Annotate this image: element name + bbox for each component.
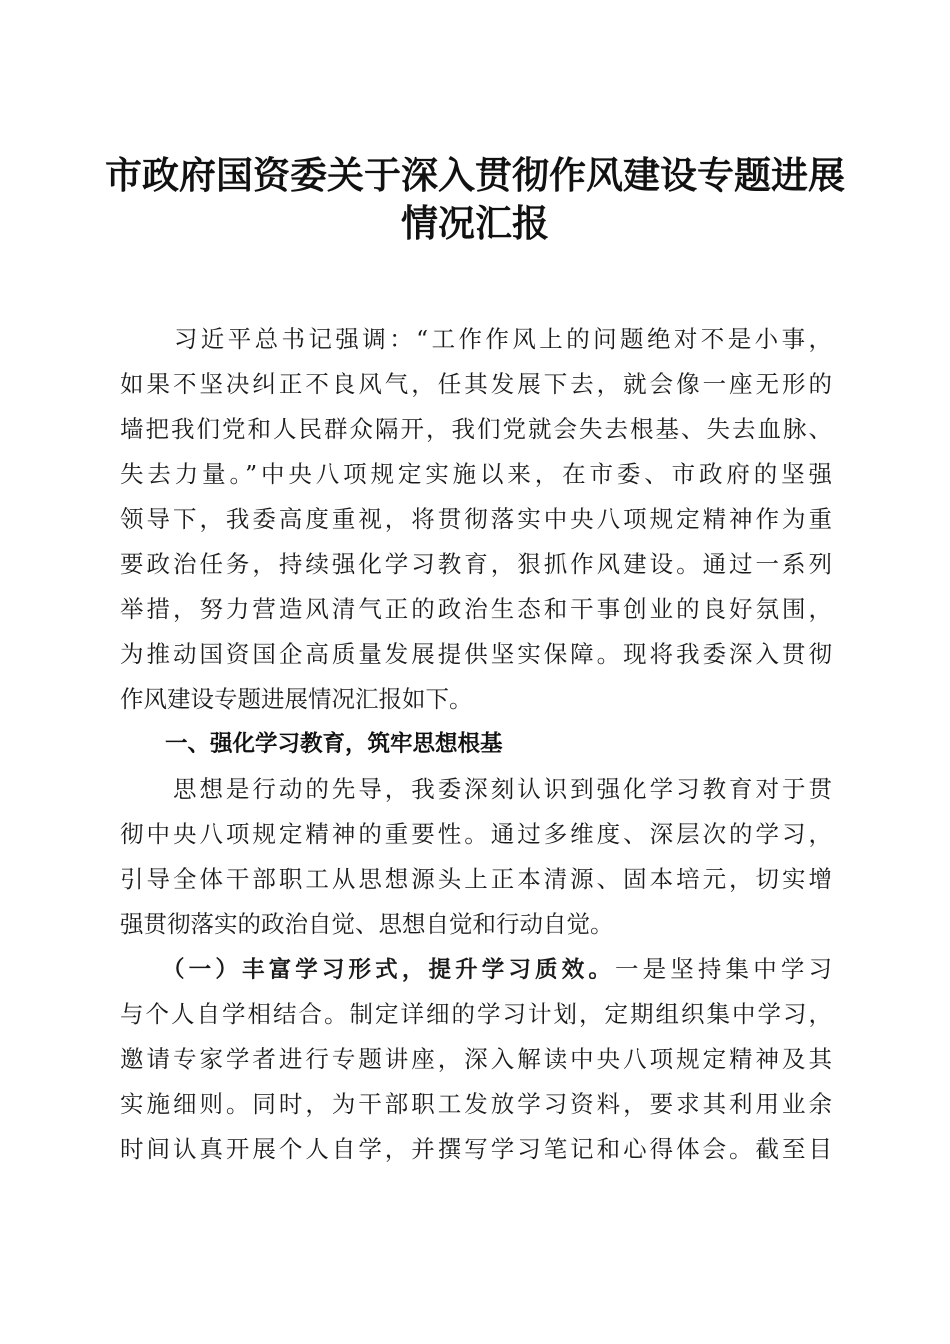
intro-line: 墙把我们党和人民群众隔开，我们党就会失去根基、失去血脉、 — [120, 415, 832, 443]
subsection-heading: （一）丰富学习形式，提升学习质效。 — [120, 957, 615, 983]
intro-line: 要政治任务，持续强化学习教育，狠抓作风建设。通过一系列 — [120, 550, 832, 578]
subsection-line: 实施细则。同时，为干部职工发放学习资料，要求其利用业余 — [120, 1090, 832, 1118]
section-line: 思想是行动的先导，我委深刻认识到强化学习教育对于贯 — [120, 775, 832, 803]
intro-line: 习近平总书记强调：“工作作风上的问题绝对不是小事， — [120, 325, 832, 353]
intro-line: 举措，努力营造风清气正的政治生态和干事创业的良好氛围， — [120, 595, 832, 623]
intro-line: 领导下，我委高度重视，将贯彻落实中央八项规定精神作为重 — [120, 505, 832, 533]
intro-line: 作风建设专题进展情况汇报如下。 — [120, 685, 473, 713]
section-line: 彻中央八项规定精神的重要性。通过多维度、深层次的学习， — [120, 820, 832, 848]
subsection-line: 与个人自学相结合。制定详细的学习计划，定期组织集中学习， — [120, 1000, 832, 1028]
subsection-line: 时间认真开展个人自学，并撰写学习笔记和心得体会。截至目 — [120, 1135, 832, 1163]
document-title-line1: 市政府国资委关于深入贯彻作风建设专题进展 — [105, 153, 845, 197]
subsection-first-line — [120, 947, 832, 991]
subsection-first-text: 一是坚持集中学习 — [614, 955, 832, 983]
intro-line: 为推动国资国企高质量发展提供坚实保障。现将我委深入贯彻 — [120, 640, 832, 668]
section-heading: 一、强化学习教育，筑牢思想根基 — [120, 731, 503, 757]
intro-line: 失去力量。”中央八项规定实施以来，在市委、市政府的坚强 — [120, 460, 832, 488]
intro-line: 如果不坚决纠正不良风气，任其发展下去，就会像一座无形的 — [120, 370, 832, 398]
section-line: 引导全体干部职工从思想源头上正本清源、固本培元，切实增 — [120, 865, 832, 893]
section-line: 强贯彻落实的政治自觉、思想自觉和行动自觉。 — [120, 910, 614, 938]
document-title-line2: 情况汇报 — [401, 201, 549, 245]
subsection-line: 邀请专家学者进行专题讲座，深入解读中央八项规定精神及其 — [120, 1045, 832, 1073]
